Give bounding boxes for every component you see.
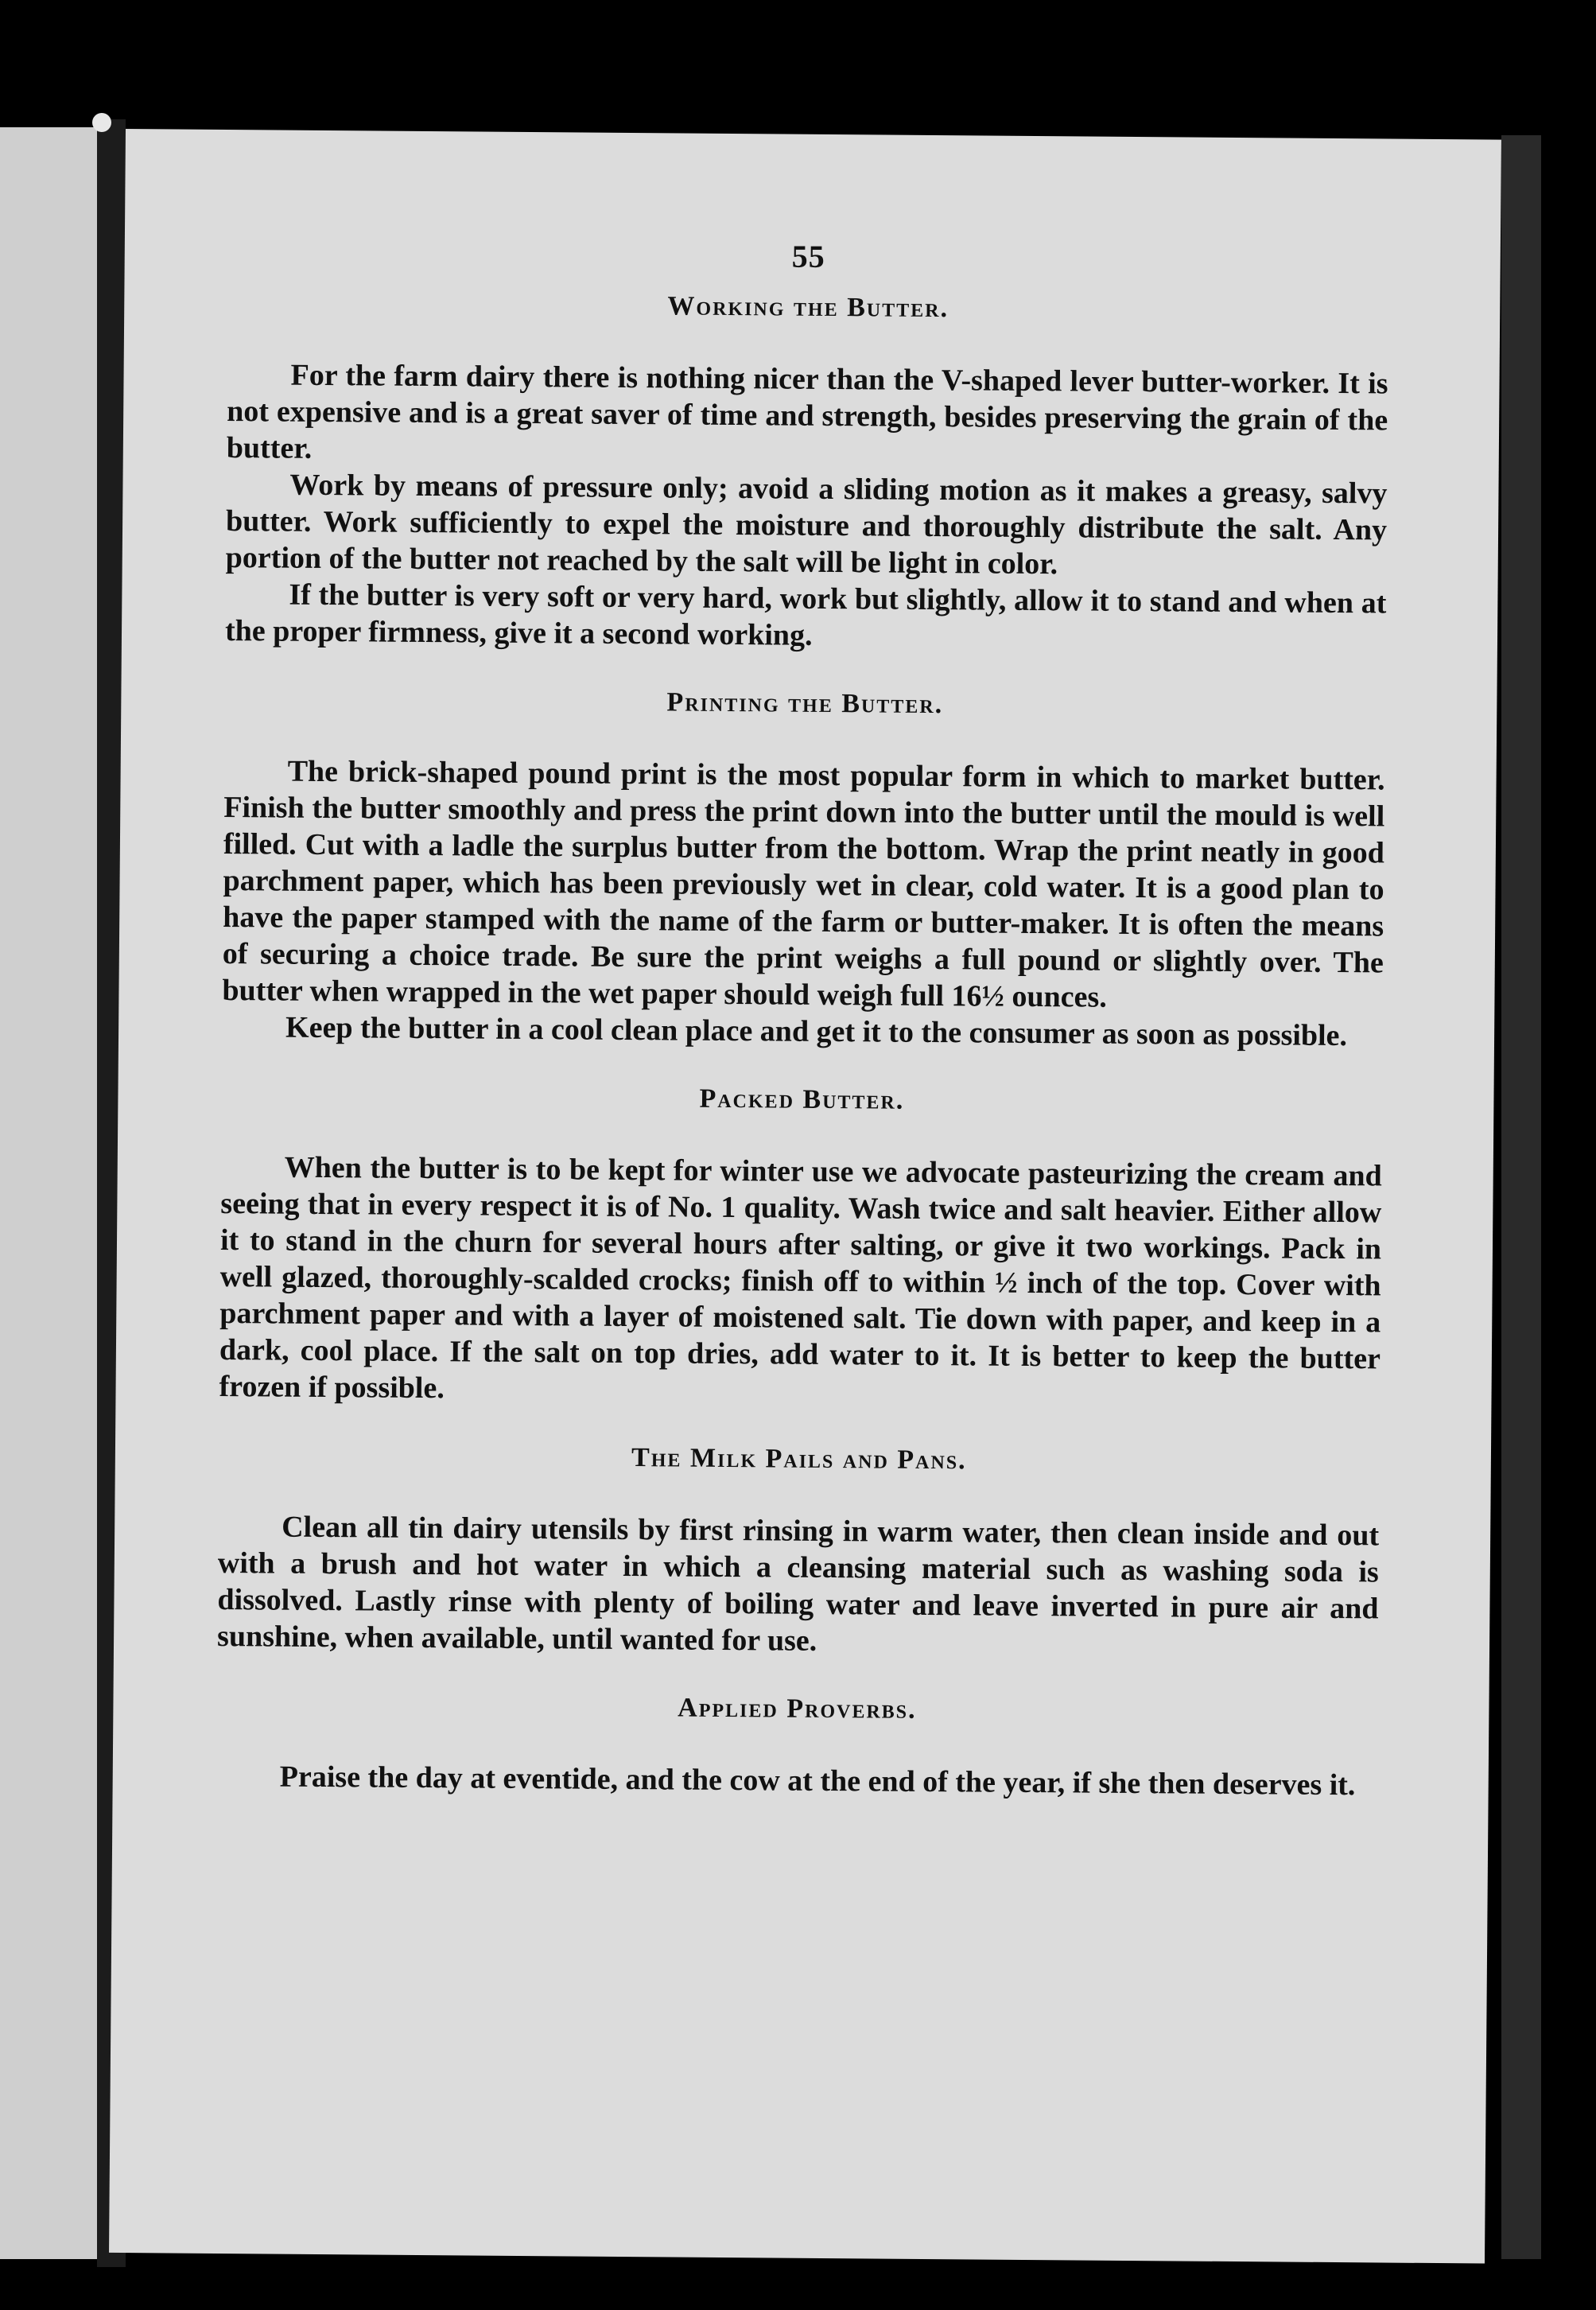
paragraph: When the butter is to be kept for winter use we advocate pasteurizing the cream and seeing that in every respect it is of No. 1 quality. Wash twice and salt heavier. Either allow it to stand in the churn for several hours after salting, or give it two workings. Pack in well glazed, thoroughly-scalded crocks; finish off to within ½ inch of the top. Cover with parchment paper and with a layer of moistened salt. Tie down with paper, and keep in a dark, cool place. If the salt on top dries, add water to it. It is better to keep the butter frozen if possible. xyxy=(219,1150,1382,1406)
paragraph: For the farm dairy there is nothing nicer than the V-shaped lever butter-worker. It is not expensive and is a great saver of time and strength, besides preserving the grain of the butter. xyxy=(226,358,1388,465)
scan-artifact-dot xyxy=(92,113,111,132)
paragraph: Praise the day at eventide, and the cow at the end of the year, if she then deserves it. xyxy=(279,1760,1356,1802)
page-number: 55 xyxy=(791,238,825,274)
section-working-the-butter xyxy=(225,288,1389,658)
facing-page-edge xyxy=(0,127,97,2259)
section-heading: Applied Proverbs. xyxy=(678,1693,917,1725)
section-applied-proverbs xyxy=(216,1690,1378,1803)
paragraph: Keep the butter in a cool clean place and get it to the consumer as soon as possible. xyxy=(285,1010,1348,1053)
paragraph: If the butter is very soft or very hard, work but slightly, allow it to stand and when at the proper firmness, give it a second working. xyxy=(224,578,1387,652)
page-content xyxy=(216,233,1389,1838)
section-milk-pails-and-pans xyxy=(217,1440,1380,1663)
book-page xyxy=(109,129,1501,2264)
paragraph: Clean all tin dairy utensils by first rinsing in warm water, then clean inside and out with a brush and hot water in which a cleansing material such as washing soda is dissolved. Lastly rinse with plenty of boiling water and leave inverted in pure air and sunshine, when available, until wanted for use. xyxy=(216,1510,1380,1658)
section-packed-butter xyxy=(219,1080,1382,1414)
paragraph: Work by means of pressure only; avoid a sliding motion as it makes a greasy, salvy butter. Work sufficiently to expel the moisture and thoroughly distribute the salt. Any portion of the butter not reached by the salt will be light in color. xyxy=(225,468,1388,581)
section-heading: Packed Butter. xyxy=(699,1083,905,1115)
section-printing-the-butter xyxy=(222,684,1386,1054)
section-heading: The Milk Pails and Pans. xyxy=(631,1443,967,1476)
section-heading: Printing the Butter. xyxy=(666,687,944,720)
section-heading: Working the Butter. xyxy=(667,291,949,324)
page-right-edge xyxy=(1501,135,1541,2259)
paragraph: The brick-shaped pound print is the most popular form in which to market butter. Finish the butter smoothly and press the print down into the butter until the mould is well filled. Cut with a ladle the surplus butter from the bottom. Wrap the print neatly in good parchment paper, which has been previously wet in clear, cold water. It is a good plan to have the paper stamped with the name of the farm or butter-maker. It is often the means of securing a choice trade. Be sure the print weighs a full pound or slightly over. The butter when wrapped in the wet paper should weigh full 16½ ounces. xyxy=(222,754,1385,1014)
